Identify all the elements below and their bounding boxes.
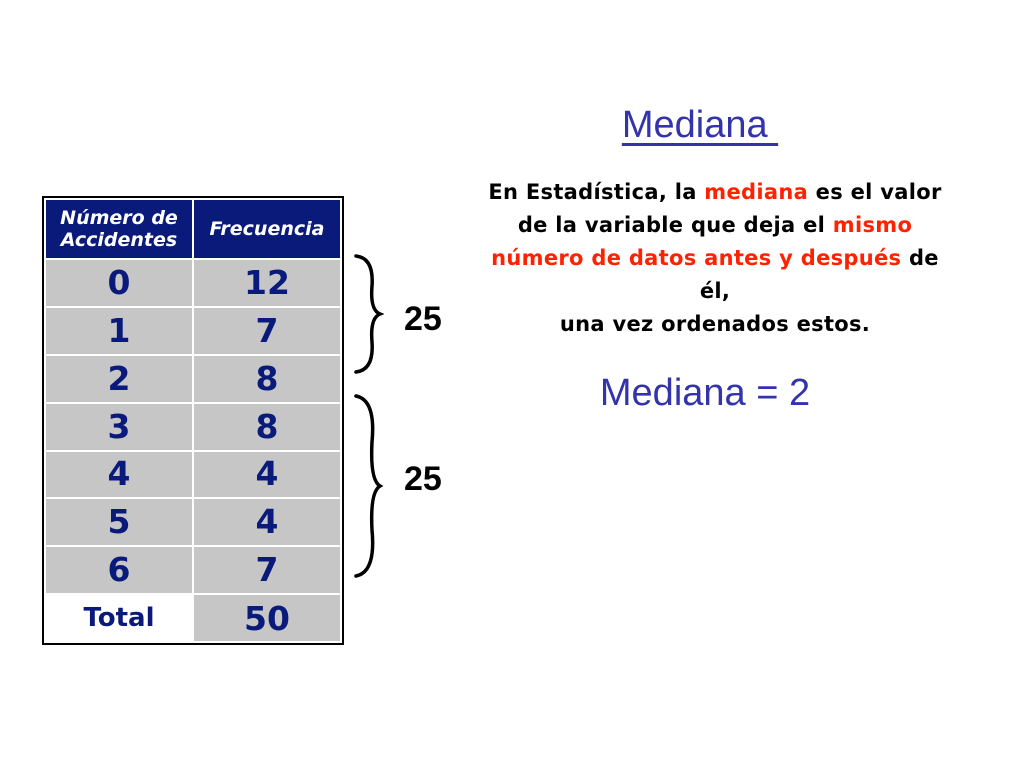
accidents-cell: 5	[45, 498, 193, 546]
median-definition	[480, 176, 950, 341]
frequency-cell: 12	[193, 259, 341, 307]
table-row	[45, 307, 341, 355]
header-accidents: Número de Accidentes	[45, 199, 193, 259]
definition-text-3: de él,	[699, 246, 939, 303]
definition-highlight-mediana: mediana	[704, 180, 809, 204]
table-row	[45, 546, 341, 594]
slide-title: Mediana	[621, 104, 779, 146]
lower-group-count: 25	[404, 460, 442, 498]
table-row	[45, 403, 341, 451]
frequency-cell: 4	[193, 451, 341, 499]
lower-brace-icon	[350, 392, 384, 580]
accidents-cell: 2	[45, 355, 193, 403]
table-row	[45, 355, 341, 403]
table-row	[45, 451, 341, 499]
accidents-cell: 1	[45, 307, 193, 355]
table-row	[45, 498, 341, 546]
accidents-cell: 4	[45, 451, 193, 499]
table-total-row	[45, 594, 341, 642]
frequency-cell: 7	[193, 307, 341, 355]
frequency-cell: 8	[193, 355, 341, 403]
median-result: Mediana = 2	[599, 372, 811, 414]
definition-text-1: En Estadística, la	[488, 180, 705, 204]
total-value: 50	[193, 594, 341, 642]
table-header-row	[45, 199, 341, 259]
accidents-cell: 0	[45, 259, 193, 307]
total-label: Total	[45, 594, 193, 642]
upper-group-count: 25	[404, 300, 442, 338]
definition-highlight-datos: mismo número de datos antes y después	[491, 213, 913, 270]
frequency-cell: 8	[193, 403, 341, 451]
definition-text-2: es el valor de la variable que deja el	[517, 180, 942, 237]
header-frequency: Frecuencia	[193, 199, 341, 259]
frequency-cell: 7	[193, 546, 341, 594]
accidents-cell: 3	[45, 403, 193, 451]
frequency-cell: 4	[193, 498, 341, 546]
definition-text-4: una vez ordenados estos.	[559, 312, 871, 336]
upper-brace-icon	[350, 252, 384, 376]
table-row	[45, 259, 341, 307]
accidents-cell: 6	[45, 546, 193, 594]
frequency-table	[44, 198, 342, 643]
